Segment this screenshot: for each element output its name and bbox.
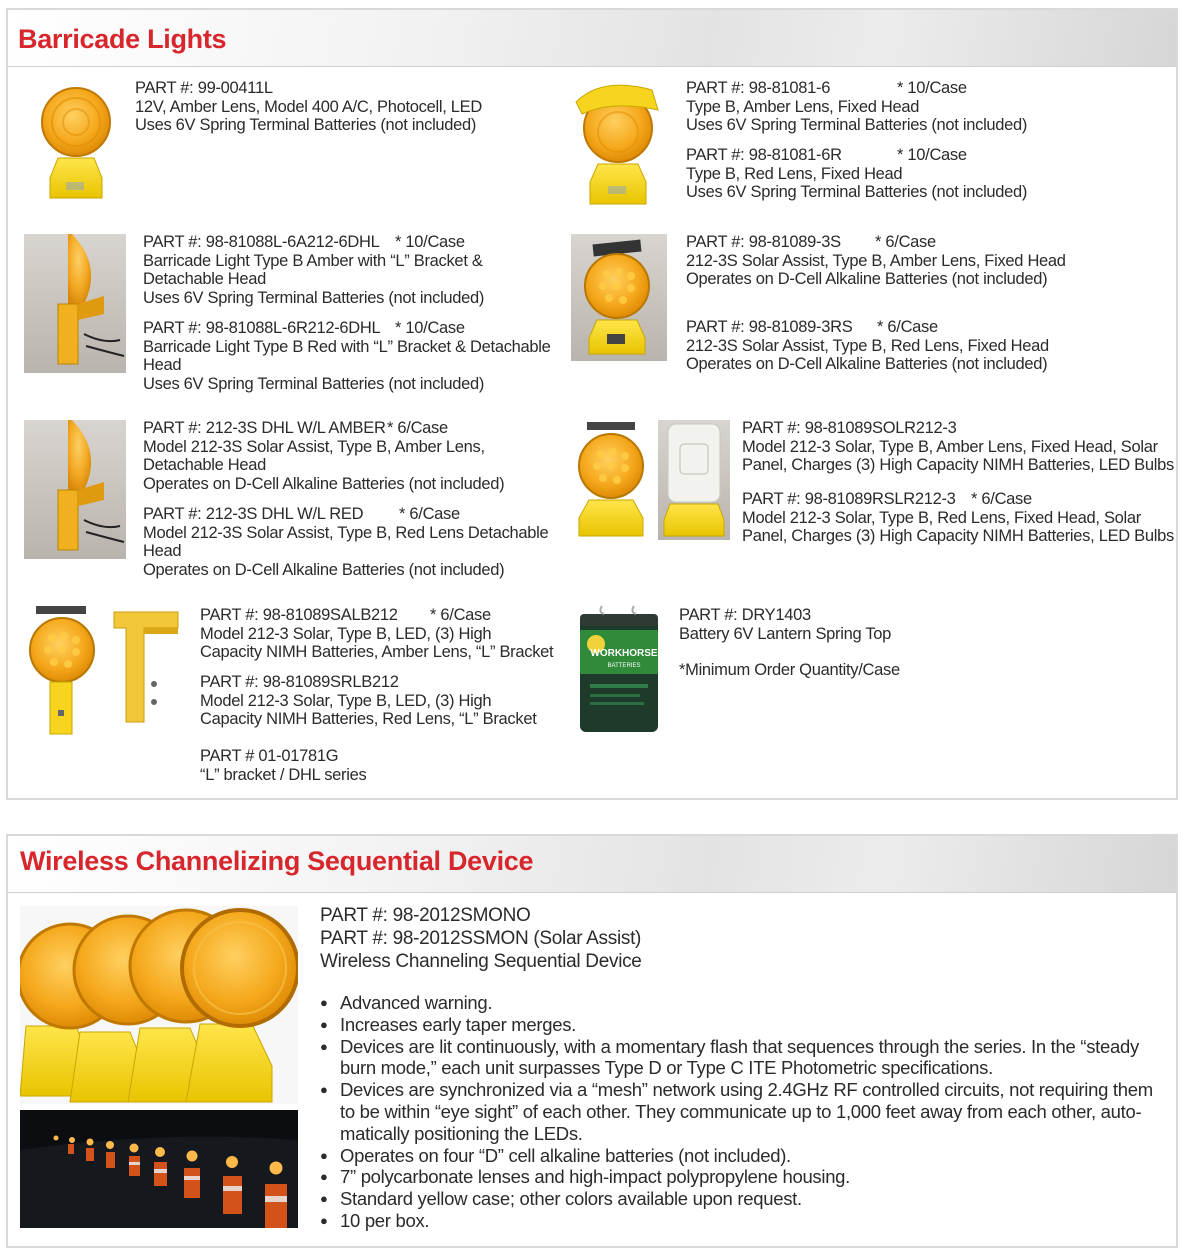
part-number: PART #: 98-81081-6R <box>686 146 842 164</box>
description-line: Model 212-3 Solar, Type B, LED, (3) High <box>200 691 492 710</box>
list-item: ● Operates on four “D” cell alkaline batteries (not included). <box>320 1145 1153 1167</box>
product-text-98-81088L-6R212-6DHL <box>143 319 551 393</box>
description-line: Operates on D-Cell Alkaline Batteries (not included) <box>686 270 1048 288</box>
description-line: 12V, Amber Lens, Model 400 A/C, Photocell, LED <box>135 97 482 116</box>
part-number: PART #: 98-2012SSMON (Solar Assist) <box>320 928 642 949</box>
case-quantity: * 6/Case <box>877 318 938 336</box>
description-line: Model 212-3S Solar Assist, Type B, Amber Lens, <box>143 437 485 456</box>
part-number: PART #: 98-81089SALB212 <box>200 606 398 624</box>
product-text-DRY1403 <box>679 606 891 643</box>
section-header <box>8 10 1176 67</box>
list-item: ● Advanced warning. <box>320 992 1153 1014</box>
case-quantity: * 6/Case <box>430 606 491 624</box>
product-text-212-3S-DHL-red <box>143 505 549 579</box>
description-line: Uses 6V Spring Terminal Batteries (not included) <box>143 374 485 393</box>
list-item: ● Increases early taper merges. <box>320 1014 1153 1036</box>
description-line: Detachable Head <box>143 270 267 288</box>
description-line: Operates on D-Cell Alkaline Batteries (not included) <box>143 474 505 493</box>
case-quantity: * 6/Case <box>387 419 448 437</box>
case-quantity: * 6/Case <box>971 490 1032 508</box>
product-text-98-81089RSLR212-3 <box>742 490 1174 546</box>
product-image-solar-assist-fixed-head <box>571 234 667 361</box>
product-text-98-81089-3RS <box>686 318 1146 374</box>
part-number: PART #: 98-81088L-6A212-6DHL <box>143 233 380 251</box>
part-number: PART #: 98-81089SRLB212 <box>200 673 399 691</box>
description-line: Model 212-3 Solar, Type B, Red Lens, Fixed Head, Solar <box>742 508 1141 527</box>
product-text-98-81089SOLR212-3 <box>742 419 1174 475</box>
part-number: PART #: 212-3S DHL W/L AMBER <box>143 419 386 437</box>
product-image-sequential-lights <box>20 906 298 1104</box>
list-item: ● 7” polycarbonate lenses and high-impact polypropylene housing. <box>320 1166 1153 1188</box>
part-number: PART #: 98-81089-3RS <box>686 318 853 336</box>
battery-brand-label: WORKHORSE <box>590 648 658 659</box>
product-text-98-81089SRLB212 <box>200 673 560 729</box>
description-line: Detachable Head <box>143 456 267 474</box>
product-text-212-3S-DHL-amber <box>143 419 543 493</box>
minimum-order-note: *Minimum Order Quantity/Case <box>679 661 900 679</box>
product-image-solar-212-3-back <box>658 420 730 540</box>
description-line: Uses 6V Spring Terminal Batteries (not included) <box>135 116 477 134</box>
product-text-01-01781G <box>200 747 560 784</box>
description-line: 212-3S Solar Assist, Type B, Amber Lens, Fixed Head <box>686 251 1066 270</box>
product-image-l-bracket <box>108 606 184 724</box>
product-text-98-81081-6R <box>686 146 1146 202</box>
description-line: Operates on D-Cell Alkaline Batteries (not included) <box>686 355 1048 373</box>
part-number: PART #: 99-00411L <box>135 79 273 97</box>
case-quantity: * 10/Case <box>897 79 967 97</box>
description-line: Head <box>143 542 182 560</box>
description-line: Capacity NIMH Batteries, Red Lens, “L” Bracket <box>200 710 537 728</box>
product-image-type-b-fixed-head <box>572 80 664 210</box>
list-item: ● Devices are lit continuously, with a momentary flash that sequences through the series. In the “steady burn mode,” each unit surpasses Type D or Type C ITE Photometric specifications. <box>320 1036 1153 1080</box>
part-number: PART #: 98-81081-6 <box>686 79 831 97</box>
description-line: Barricade Light Type B Amber with “L” Bracket & <box>143 251 483 270</box>
product-image-l-bracket-detachable-amber <box>24 234 126 373</box>
case-quantity: * 10/Case <box>395 319 465 337</box>
case-quantity: * 10/Case <box>395 233 465 251</box>
section-header <box>8 836 1176 893</box>
product-image-solar-212-3-front <box>573 420 651 540</box>
part-number: PART #: 98-81089-3S <box>686 233 841 251</box>
product-text-98-81089-3S <box>686 233 1146 289</box>
product-name: Wireless Channeling Sequential Device <box>320 951 642 972</box>
description-line: Model 212-3S Solar Assist, Type B, Red Lens Detachable <box>143 523 549 542</box>
description-line: Operates on D-Cell Alkaline Batteries (not included) <box>143 560 505 579</box>
part-number: PART #: 98-81089SOLR212-3 <box>742 419 957 437</box>
part-number: PART #: 98-2012SMONO <box>320 905 531 926</box>
product-text-98-81089SALB212 <box>200 606 560 662</box>
description-line: Capacity NIMH Batteries, Amber Lens, “L” Bracket <box>200 643 554 661</box>
section-title: Wireless Channelizing Sequential Device <box>20 846 534 876</box>
section-title: Barricade Lights <box>18 24 227 54</box>
product-text-98-81088L-6A212-6DHL <box>143 233 543 307</box>
description-line: Battery 6V Lantern Spring Top <box>679 624 892 643</box>
battery-sub-label: BATTERIES <box>607 663 641 669</box>
product-text-98-81081-6 <box>686 79 1146 135</box>
part-number: PART # 01-01781G <box>200 747 339 765</box>
part-number: PART #: 212-3S DHL W/L RED <box>143 505 364 523</box>
description-line: Panel, Charges (3) High Capacity NIMH Batteries, LED Bulbs <box>742 527 1174 545</box>
list-item: ● Devices are synchronized via a “mesh” network using 2.4GHz RF controlled circuits, not requiring them to be within “eye sight” of each other. They communicate up to 1,000 feet away from each other, auto- matically positioning the LEDs. <box>320 1079 1153 1144</box>
case-quantity: * 10/Case <box>897 146 967 164</box>
description-line: Barricade Light Type B Red with “L” Bracket & Detachable <box>143 337 551 356</box>
description-line: Head <box>143 356 182 374</box>
product-image-night-road <box>20 1110 298 1228</box>
wireless-parts-text <box>320 904 642 973</box>
product-image-barricade-light-400 <box>28 78 124 204</box>
feature-list <box>320 992 1153 1232</box>
part-number: PART #: 98-81089RSLR212-3 <box>742 490 956 508</box>
case-quantity: * 6/Case <box>399 505 460 523</box>
list-item: ● 10 per box. <box>320 1210 1153 1232</box>
description-line: “L” bracket / DHL series <box>200 765 367 784</box>
description-line: Type B, Amber Lens, Fixed Head <box>686 97 920 116</box>
list-item: ● Standard yellow case; other colors available upon request. <box>320 1188 1153 1210</box>
part-number: PART #: 98-81088L-6R212-6DHL <box>143 319 381 337</box>
product-image-solar-l-bracket-light <box>24 604 102 736</box>
part-number: PART #: DRY1403 <box>679 606 811 624</box>
description-line: Uses 6V Spring Terminal Batteries (not included) <box>686 183 1028 201</box>
product-text-99-00411L <box>135 79 482 135</box>
description-line: 212-3S Solar Assist, Type B, Red Lens, Fixed Head <box>686 336 1049 355</box>
description-line: Model 212-3 Solar, Type B, Amber Lens, Fixed Head, Solar <box>742 437 1158 456</box>
description-line: Model 212-3 Solar, Type B, LED, (3) High <box>200 624 492 643</box>
description-line: Panel, Charges (3) High Capacity NIMH Batteries, LED Bulbs <box>742 456 1174 474</box>
description-line: Type B, Red Lens, Fixed Head <box>686 164 903 183</box>
description-line: Uses 6V Spring Terminal Batteries (not included) <box>686 116 1028 134</box>
case-quantity: * 6/Case <box>875 233 936 251</box>
product-image-l-bracket-detachable-solar <box>24 420 126 559</box>
description-line: Uses 6V Spring Terminal Batteries (not included) <box>143 288 485 307</box>
product-image-battery <box>576 604 662 736</box>
